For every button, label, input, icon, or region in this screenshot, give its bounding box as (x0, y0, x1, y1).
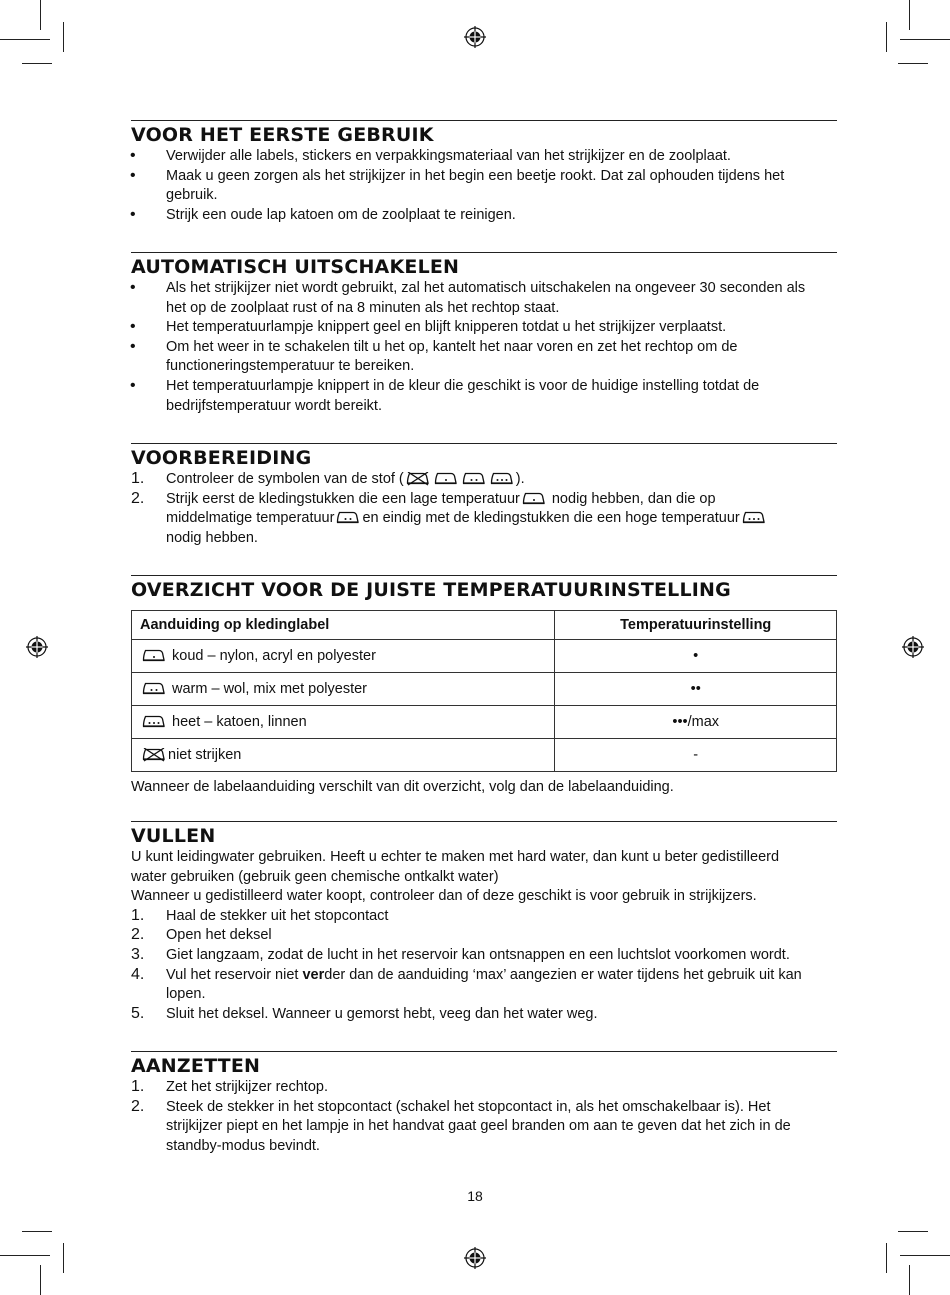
table-note: Wanneer de labelaanduiding verschilt van dit overzicht, volg dan de labelaanduiding. (131, 779, 674, 795)
list-item: • Strijk een oude lap katoen om de zoolplaat te reinigen. (130, 205, 516, 223)
section-title: VOORBEREIDING (131, 447, 312, 469)
iron-one-dot-icon (142, 649, 166, 663)
crop-mark (898, 63, 928, 64)
section-auto-off (131, 252, 837, 416)
temperature-table (131, 610, 837, 772)
registration-mark-icon (464, 26, 486, 48)
table-cell: •••/max (555, 706, 837, 739)
table-cell: - (555, 739, 837, 772)
iron-one-dot-icon (522, 492, 546, 506)
list-item: • Als het strijkijzer niet wordt gebruikt, zal het automatisch uitschakelen na ongeveer 30 seconden als het op de zoolplaat rust of na 8 minuten als het rechtop staat. (130, 279, 806, 316)
list-item: • Maak u geen zorgen als het strijkijzer in het begin een beetje rookt. Dat zal ophouden tijdens het gebruik. (130, 166, 785, 204)
crop-mark (898, 1231, 928, 1232)
do-not-iron-icon (406, 472, 430, 486)
list-item: • Verwijder alle labels, stickers en verpakkingsmateriaal van het strijkijzer en de zoolplaat. (130, 147, 731, 164)
paragraph: water gebruiken (gebruik geen chemische ontkalkt water) (131, 868, 499, 885)
crop-mark (886, 1243, 887, 1273)
table-row (132, 673, 837, 706)
crop-mark (22, 63, 52, 64)
table-cell: koud – nylon, acryl en polyester (172, 648, 376, 664)
crop-mark (0, 1255, 50, 1256)
section-title: AANZETTEN (131, 1055, 261, 1077)
table-row (132, 640, 837, 673)
registration-mark-icon (26, 636, 48, 658)
list-item: 2. Steek de stekker in het stopcontact (schakel het stopcontact in, als het omschakelbaar is). Het strijkijzer piept en het lampje in het handvat gaat geel branden om aan te geven dat het zich in de standby-modus bevindt. (131, 1097, 791, 1154)
list-item: 5. Sluit het deksel. Wanneer u gemorst hebt, veeg dan het water weg. (131, 1004, 598, 1022)
iron-one-dot-icon (434, 472, 458, 486)
section-title: VOOR HET EERSTE GEBRUIK (131, 124, 434, 146)
table-cell: warm – wol, mix met polyester (172, 681, 367, 697)
paragraph: Wanneer u gedistilleerd water koopt, controleer dan of deze geschikt is voor gebruik in strijkijzers. (131, 888, 757, 905)
table-header: Temperatuurinstelling (555, 611, 837, 640)
table-cell: • (555, 640, 837, 673)
crop-mark (63, 1243, 64, 1273)
page-number: 18 (467, 1188, 483, 1204)
iron-three-dots-icon (742, 511, 766, 525)
crop-mark (40, 1265, 41, 1295)
section-filling (131, 821, 837, 1024)
section-title: AUTOMATISCH UITSCHAKELEN (131, 256, 460, 278)
iron-two-dots-icon (142, 682, 166, 696)
iron-three-dots-icon (142, 715, 166, 729)
crop-mark (0, 39, 50, 40)
do-not-iron-icon (142, 748, 166, 762)
iron-three-dots-icon (490, 472, 514, 486)
crop-mark (63, 22, 64, 52)
list-item: 2. Strijk eerst de kledingstukken die een lage temperatuur nodig hebben, dan die op middelmatige temperatuur en eindig met de kledingstukken die een hoge temperatuur nodig hebben. (131, 490, 837, 549)
crop-mark (40, 0, 41, 30)
section-preparation (131, 443, 837, 548)
registration-mark-icon (464, 1247, 486, 1269)
crop-mark (909, 1265, 910, 1295)
list-item: • Het temperatuurlampje knippert geel en blijft knipperen totdat u het strijkijzer verplaatst. (130, 318, 727, 336)
table-cell: heet – katoen, linnen (172, 714, 307, 730)
crop-mark (900, 1255, 950, 1256)
registration-mark-icon (902, 636, 924, 658)
list-item: 3. Giet langzaam, zodat de lucht in het reservoir kan ontsnappen en een luchtslot voorkomen wordt. (131, 945, 790, 963)
list-item: • Om het weer in te schakelen tilt u het op, kantelt het naar voren en zet het rechtop om de functioneringstemperatuur te bereiken. (130, 337, 738, 375)
section-switch-on (131, 1051, 837, 1156)
list-item: 2. Open het deksel (131, 926, 272, 944)
table-header: Aanduiding op kledinglabel (132, 611, 555, 640)
list-item: 1. Haal de stekker uit het stopcontact (131, 906, 389, 924)
paragraph: U kunt leidingwater gebruiken. Heeft u echter te maken met hard water, dan kunt u beter gedistilleerd (131, 849, 780, 865)
list-item: 1. Controleer de symbolen van de stof ( ). (131, 470, 525, 487)
crop-mark (22, 1231, 52, 1232)
crop-mark (909, 0, 910, 30)
table-row (132, 739, 837, 772)
crop-mark (886, 22, 887, 52)
table-header-row (132, 611, 837, 640)
list-item: 1. Zet het strijkijzer rechtop. (131, 1078, 328, 1095)
table-cell: •• (555, 673, 837, 706)
table-row (132, 706, 837, 739)
section-title: VULLEN (131, 825, 216, 847)
list-item: 4. Vul het reservoir niet verder dan de aanduiding ‘max’ aangezien er water tijdens het gebruik uit kan lopen. (131, 965, 802, 1003)
section-first-use (131, 120, 837, 225)
section-title: OVERZICHT VOOR DE JUISTE TEMPERATUURINSTELLING (131, 579, 731, 601)
crop-mark (900, 39, 950, 40)
section-temperature-overview (131, 575, 837, 798)
list-item: • Het temperatuurlampje knippert in de kleur die geschikt is voor de huidige instelling totdat de bedrijfstemperatuur wordt bereikt. (130, 376, 760, 414)
iron-two-dots-icon (462, 472, 486, 486)
iron-two-dots-icon (336, 511, 360, 525)
table-cell: niet strijken (168, 747, 242, 763)
